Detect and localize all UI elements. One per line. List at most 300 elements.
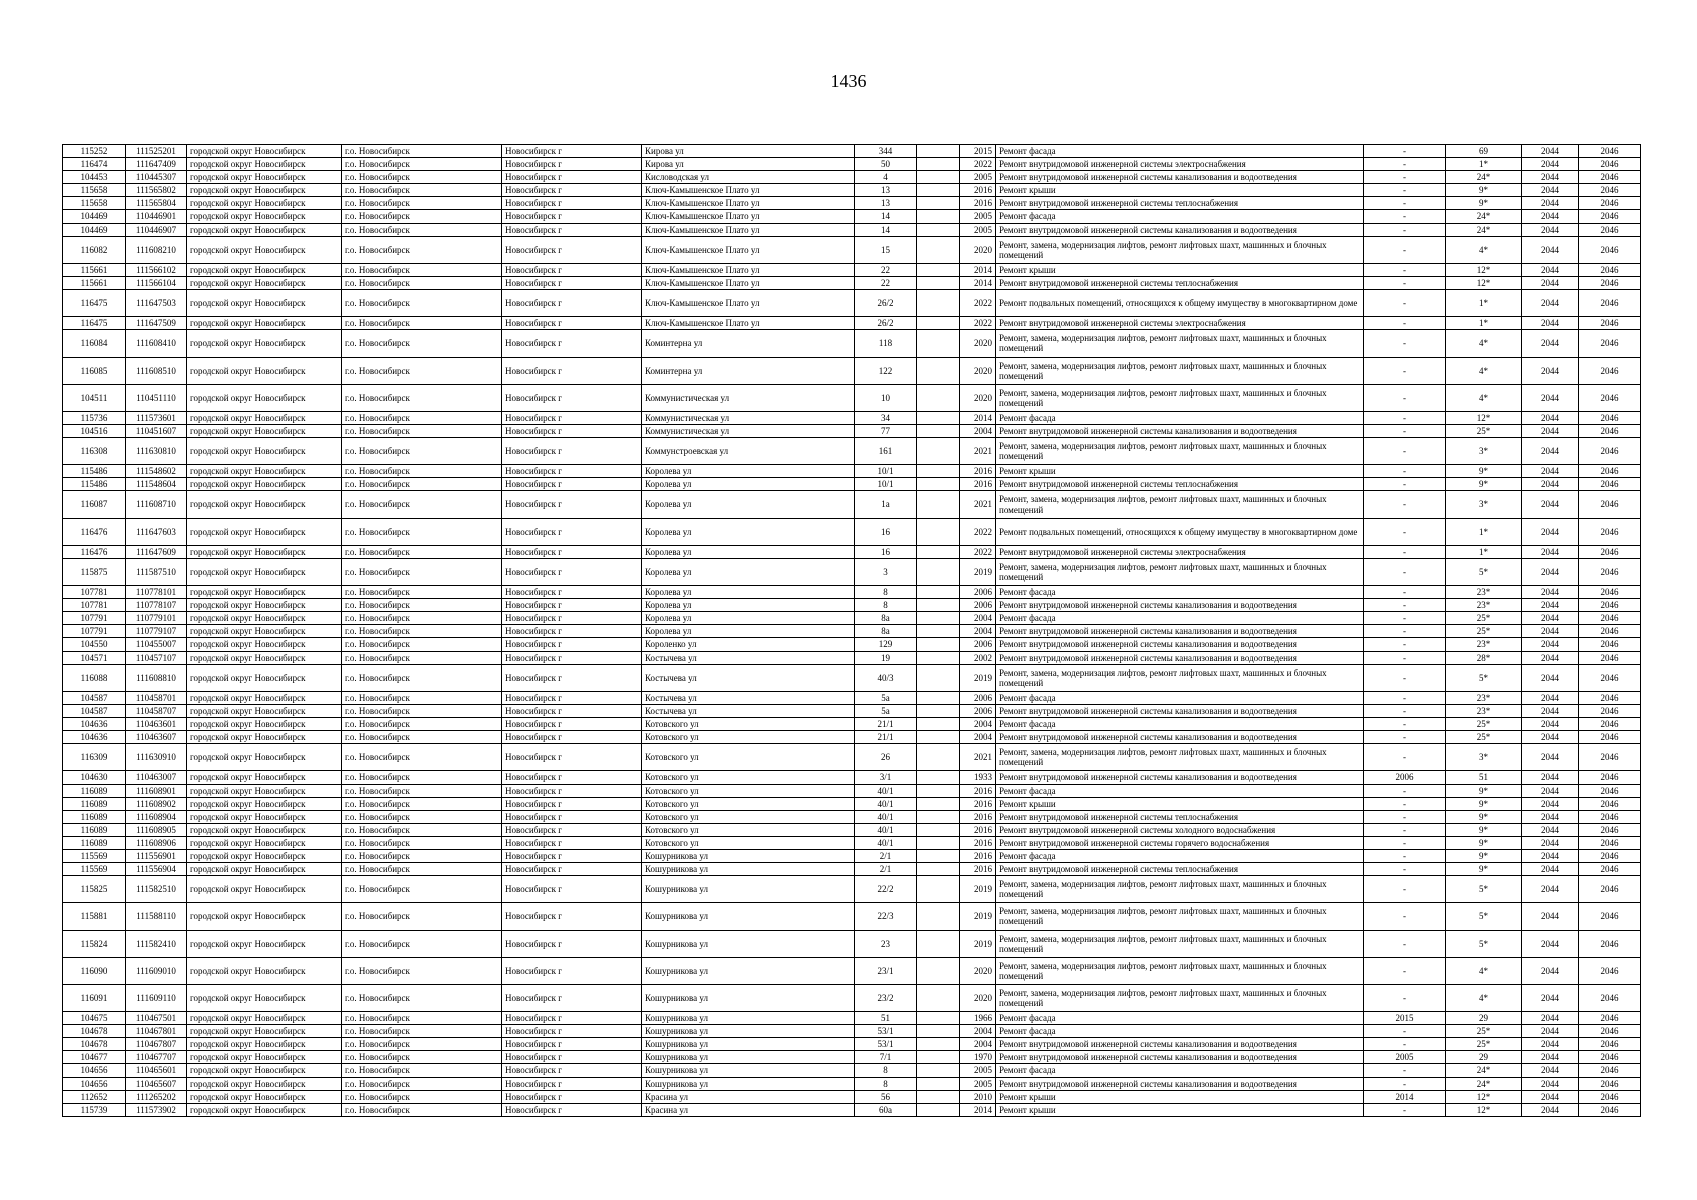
work-type-cell: Ремонт внутридомовой инженерной системы теплоснабжения <box>996 276 1364 289</box>
plan-year-end-cell: 2046 <box>1579 545 1641 558</box>
service-years-cell: 25* <box>1446 612 1522 625</box>
built-year-cell: 2014 <box>960 263 996 276</box>
district-cell: городской округ Новосибирск <box>187 236 342 263</box>
house-number-cell: 16 <box>855 518 917 545</box>
work-code-cell: 111548604 <box>126 478 187 491</box>
work-code-cell: 111265202 <box>126 1090 187 1103</box>
work-type-cell: Ремонт крыши <box>996 1090 1364 1103</box>
street-cell: Ключ-Камышенское Плато ул <box>642 223 855 236</box>
service-years-cell: 5* <box>1446 903 1522 930</box>
plan-year-start-cell: 2044 <box>1522 158 1579 171</box>
service-years-cell: 9* <box>1446 197 1522 210</box>
work-type-cell: Ремонт фасада <box>996 586 1364 599</box>
built-year-cell: 2016 <box>960 823 996 836</box>
plan-year-start-cell: 2044 <box>1522 384 1579 411</box>
street-cell: Королева ул <box>642 625 855 638</box>
building-letter-cell <box>917 1103 960 1116</box>
built-year-cell: 2020 <box>960 957 996 984</box>
work-type-cell: Ремонт фасада <box>996 612 1364 625</box>
last-repair-year-cell: - <box>1364 651 1446 664</box>
house-id-cell: 104587 <box>63 704 126 717</box>
building-letter-cell <box>917 357 960 384</box>
settlement-cell: Новосибирск г <box>502 625 642 638</box>
last-repair-year-cell: - <box>1364 612 1446 625</box>
house-number-cell: 2/1 <box>855 849 917 862</box>
building-letter-cell <box>917 586 960 599</box>
built-year-cell: 2016 <box>960 863 996 876</box>
street-cell: Кошурникова ул <box>642 876 855 903</box>
plan-year-start-cell: 2044 <box>1522 438 1579 465</box>
built-year-cell: 2004 <box>960 1025 996 1038</box>
settlement-cell: Новосибирск г <box>502 465 642 478</box>
plan-year-end-cell: 2046 <box>1579 357 1641 384</box>
district-cell: городской округ Новосибирск <box>187 411 342 424</box>
plan-year-end-cell: 2046 <box>1579 1090 1641 1103</box>
service-years-cell: 9* <box>1446 810 1522 823</box>
plan-year-start-cell: 2044 <box>1522 930 1579 957</box>
settlement-cell: Новосибирск г <box>502 718 642 731</box>
building-letter-cell <box>917 744 960 771</box>
plan-year-start-cell: 2044 <box>1522 197 1579 210</box>
work-code-cell: 111556904 <box>126 863 187 876</box>
house-id-cell: 115736 <box>63 411 126 424</box>
last-repair-year-cell: - <box>1364 558 1446 585</box>
capital-repair-table <box>62 144 1641 1117</box>
plan-year-start-cell: 2044 <box>1522 836 1579 849</box>
service-years-cell: 12* <box>1446 276 1522 289</box>
built-year-cell: 1966 <box>960 1012 996 1025</box>
house-id-cell: 116091 <box>63 984 126 1011</box>
settlement-cell: Новосибирск г <box>502 1025 642 1038</box>
plan-year-start-cell: 2044 <box>1522 1038 1579 1051</box>
built-year-cell: 2022 <box>960 518 996 545</box>
house-number-cell: 21/1 <box>855 731 917 744</box>
plan-year-start-cell: 2044 <box>1522 823 1579 836</box>
table-row <box>63 545 1641 558</box>
last-repair-year-cell: - <box>1364 625 1446 638</box>
house-number-cell: 22/2 <box>855 876 917 903</box>
house-number-cell: 14 <box>855 223 917 236</box>
building-letter-cell <box>917 411 960 424</box>
street-cell: Коминтерна ул <box>642 330 855 357</box>
district-cell: городской округ Новосибирск <box>187 744 342 771</box>
service-years-cell: 9* <box>1446 849 1522 862</box>
work-type-cell: Ремонт, замена, модернизация лифтов, ремонт лифтовых шахт, машинных и блочных помещений <box>996 491 1364 518</box>
house-id-cell: 116476 <box>63 518 126 545</box>
municipality-cell: г.о. Новосибирск <box>342 903 502 930</box>
plan-year-end-cell: 2046 <box>1579 1051 1641 1064</box>
last-repair-year-cell: 2005 <box>1364 1051 1446 1064</box>
house-id-cell: 115569 <box>63 863 126 876</box>
municipality-cell: г.о. Новосибирск <box>342 771 502 784</box>
plan-year-start-cell: 2044 <box>1522 558 1579 585</box>
service-years-cell: 5* <box>1446 558 1522 585</box>
table-row <box>63 1103 1641 1116</box>
plan-year-start-cell: 2044 <box>1522 545 1579 558</box>
plan-year-start-cell: 2044 <box>1522 771 1579 784</box>
work-code-cell: 110446907 <box>126 223 187 236</box>
plan-year-start-cell: 2044 <box>1522 849 1579 862</box>
built-year-cell: 2006 <box>960 704 996 717</box>
street-cell: Ключ-Камышенское Плато ул <box>642 263 855 276</box>
table-row <box>63 357 1641 384</box>
built-year-cell: 2021 <box>960 438 996 465</box>
street-cell: Ключ-Камышенское Плато ул <box>642 290 855 317</box>
district-cell: городской округ Новосибирск <box>187 664 342 691</box>
district-cell: городской округ Новосибирск <box>187 145 342 158</box>
settlement-cell: Новосибирск г <box>502 836 642 849</box>
district-cell: городской округ Новосибирск <box>187 276 342 289</box>
table-row <box>63 784 1641 797</box>
plan-year-end-cell: 2046 <box>1579 317 1641 330</box>
street-cell: Коммунистическая ул <box>642 384 855 411</box>
municipality-cell: г.о. Новосибирск <box>342 1012 502 1025</box>
table-row <box>63 263 1641 276</box>
table-row <box>63 957 1641 984</box>
work-type-cell: Ремонт внутридомовой инженерной системы холодного водоснабжения <box>996 823 1364 836</box>
work-code-cell: 110778107 <box>126 599 187 612</box>
building-letter-cell <box>917 263 960 276</box>
work-type-cell: Ремонт крыши <box>996 1103 1364 1116</box>
last-repair-year-cell: - <box>1364 545 1446 558</box>
plan-year-end-cell: 2046 <box>1579 465 1641 478</box>
plan-year-start-cell: 2044 <box>1522 984 1579 1011</box>
work-type-cell: Ремонт, замена, модернизация лифтов, ремонт лифтовых шахт, машинных и блочных помещений <box>996 744 1364 771</box>
work-code-cell: 111582410 <box>126 930 187 957</box>
plan-year-start-cell: 2044 <box>1522 465 1579 478</box>
work-type-cell: Ремонт подвальных помещений, относящихся к общему имуществу в многоквартирном доме <box>996 518 1364 545</box>
work-code-cell: 110467501 <box>126 1012 187 1025</box>
house-number-cell: 13 <box>855 197 917 210</box>
built-year-cell: 2004 <box>960 718 996 731</box>
settlement-cell: Новосибирск г <box>502 984 642 1011</box>
municipality-cell: г.о. Новосибирск <box>342 849 502 862</box>
municipality-cell: г.о. Новосибирск <box>342 612 502 625</box>
street-cell: Кирова ул <box>642 145 855 158</box>
house-number-cell: 26 <box>855 744 917 771</box>
district-cell: городской округ Новосибирск <box>187 784 342 797</box>
municipality-cell: г.о. Новосибирск <box>342 223 502 236</box>
street-cell: Кошурникова ул <box>642 863 855 876</box>
house-number-cell: 8 <box>855 586 917 599</box>
house-id-cell: 115658 <box>63 197 126 210</box>
work-type-cell: Ремонт фасада <box>996 1012 1364 1025</box>
plan-year-end-cell: 2046 <box>1579 236 1641 263</box>
municipality-cell: г.о. Новосибирск <box>342 465 502 478</box>
work-type-cell: Ремонт фасада <box>996 691 1364 704</box>
municipality-cell: г.о. Новосибирск <box>342 718 502 731</box>
house-id-cell: 104469 <box>63 223 126 236</box>
plan-year-start-cell: 2044 <box>1522 718 1579 731</box>
service-years-cell: 24* <box>1446 171 1522 184</box>
house-number-cell: 10 <box>855 384 917 411</box>
service-years-cell: 23* <box>1446 691 1522 704</box>
building-letter-cell <box>917 930 960 957</box>
house-id-cell: 115825 <box>63 876 126 903</box>
built-year-cell: 2010 <box>960 1090 996 1103</box>
municipality-cell: г.о. Новосибирск <box>342 863 502 876</box>
house-number-cell: 19 <box>855 651 917 664</box>
street-cell: Коммунистическая ул <box>642 424 855 437</box>
work-code-cell: 111582510 <box>126 876 187 903</box>
last-repair-year-cell: - <box>1364 586 1446 599</box>
work-type-cell: Ремонт фасада <box>996 145 1364 158</box>
municipality-cell: г.о. Новосибирск <box>342 558 502 585</box>
built-year-cell: 2019 <box>960 558 996 585</box>
house-number-cell: 16 <box>855 545 917 558</box>
house-number-cell: 22/3 <box>855 903 917 930</box>
plan-year-end-cell: 2046 <box>1579 744 1641 771</box>
street-cell: Кисловодская ул <box>642 171 855 184</box>
settlement-cell: Новосибирск г <box>502 704 642 717</box>
building-letter-cell <box>917 465 960 478</box>
last-repair-year-cell: - <box>1364 290 1446 317</box>
plan-year-start-cell: 2044 <box>1522 784 1579 797</box>
municipality-cell: г.о. Новосибирск <box>342 317 502 330</box>
work-code-cell: 111608710 <box>126 491 187 518</box>
work-type-cell: Ремонт внутридомовой инженерной системы электроснабжения <box>996 545 1364 558</box>
work-code-cell: 111647509 <box>126 317 187 330</box>
settlement-cell: Новосибирск г <box>502 330 642 357</box>
plan-year-end-cell: 2046 <box>1579 797 1641 810</box>
work-type-cell: Ремонт фасада <box>996 1025 1364 1038</box>
table-row <box>63 158 1641 171</box>
street-cell: Костычева ул <box>642 704 855 717</box>
table-row <box>63 664 1641 691</box>
municipality-cell: г.о. Новосибирск <box>342 691 502 704</box>
service-years-cell: 5* <box>1446 930 1522 957</box>
table-row <box>63 797 1641 810</box>
table-row <box>63 491 1641 518</box>
building-letter-cell <box>917 290 960 317</box>
plan-year-end-cell: 2046 <box>1579 771 1641 784</box>
work-code-cell: 111587510 <box>126 558 187 585</box>
plan-year-start-cell: 2044 <box>1522 651 1579 664</box>
house-number-cell: 10/1 <box>855 465 917 478</box>
district-cell: городской округ Новосибирск <box>187 599 342 612</box>
municipality-cell: г.о. Новосибирск <box>342 744 502 771</box>
house-number-cell: 4 <box>855 171 917 184</box>
work-type-cell: Ремонт внутридомовой инженерной системы канализования и водоотведения <box>996 771 1364 784</box>
built-year-cell: 1933 <box>960 771 996 784</box>
plan-year-start-cell: 2044 <box>1522 957 1579 984</box>
house-number-cell: 13 <box>855 184 917 197</box>
work-code-cell: 110467707 <box>126 1051 187 1064</box>
last-repair-year-cell: - <box>1364 876 1446 903</box>
house-number-cell: 26/2 <box>855 290 917 317</box>
house-id-cell: 104630 <box>63 771 126 784</box>
municipality-cell: г.о. Новосибирск <box>342 731 502 744</box>
work-code-cell: 111566102 <box>126 263 187 276</box>
last-repair-year-cell: - <box>1364 836 1446 849</box>
plan-year-end-cell: 2046 <box>1579 1103 1641 1116</box>
service-years-cell: 5* <box>1446 664 1522 691</box>
district-cell: городской округ Новосибирск <box>187 263 342 276</box>
plan-year-start-cell: 2044 <box>1522 638 1579 651</box>
street-cell: Ключ-Камышенское Плато ул <box>642 197 855 210</box>
work-type-cell: Ремонт внутридомовой инженерной системы электроснабжения <box>996 317 1364 330</box>
municipality-cell: г.о. Новосибирск <box>342 651 502 664</box>
house-number-cell: 40/1 <box>855 797 917 810</box>
table-row <box>63 586 1641 599</box>
district-cell: городской округ Новосибирск <box>187 612 342 625</box>
last-repair-year-cell: - <box>1364 478 1446 491</box>
plan-year-end-cell: 2046 <box>1579 478 1641 491</box>
plan-year-end-cell: 2046 <box>1579 903 1641 930</box>
service-years-cell: 4* <box>1446 957 1522 984</box>
work-type-cell: Ремонт крыши <box>996 797 1364 810</box>
last-repair-year-cell: - <box>1364 704 1446 717</box>
street-cell: Костычева ул <box>642 651 855 664</box>
last-repair-year-cell: - <box>1364 957 1446 984</box>
table-row <box>63 599 1641 612</box>
municipality-cell: г.о. Новосибирск <box>342 184 502 197</box>
building-letter-cell <box>917 731 960 744</box>
house-number-cell: 22 <box>855 276 917 289</box>
table-body <box>63 145 1641 1117</box>
last-repair-year-cell: - <box>1364 1064 1446 1077</box>
work-code-cell: 111608210 <box>126 236 187 263</box>
building-letter-cell <box>917 704 960 717</box>
settlement-cell: Новосибирск г <box>502 849 642 862</box>
last-repair-year-cell: - <box>1364 357 1446 384</box>
house-id-cell: 104511 <box>63 384 126 411</box>
settlement-cell: Новосибирск г <box>502 797 642 810</box>
house-id-cell: 115661 <box>63 263 126 276</box>
district-cell: городской округ Новосибирск <box>187 478 342 491</box>
street-cell: Кошурникова ул <box>642 1025 855 1038</box>
street-cell: Котовского ул <box>642 810 855 823</box>
work-type-cell: Ремонт, замена, модернизация лифтов, ремонт лифтовых шахт, машинных и блочных помещений <box>996 357 1364 384</box>
district-cell: городской округ Новосибирск <box>187 836 342 849</box>
house-number-cell: 129 <box>855 638 917 651</box>
work-code-cell: 111573902 <box>126 1103 187 1116</box>
settlement-cell: Новосибирск г <box>502 223 642 236</box>
table-row <box>63 625 1641 638</box>
plan-year-end-cell: 2046 <box>1579 691 1641 704</box>
house-id-cell: 116089 <box>63 836 126 849</box>
service-years-cell: 12* <box>1446 411 1522 424</box>
service-years-cell: 1* <box>1446 317 1522 330</box>
district-cell: городской округ Новосибирск <box>187 491 342 518</box>
plan-year-end-cell: 2046 <box>1579 651 1641 664</box>
work-type-cell: Ремонт внутридомовой инженерной системы канализования и водоотведения <box>996 704 1364 717</box>
work-type-cell: Ремонт внутридомовой инженерной системы канализования и водоотведения <box>996 424 1364 437</box>
district-cell: городской округ Новосибирск <box>187 1051 342 1064</box>
plan-year-start-cell: 2044 <box>1522 1051 1579 1064</box>
street-cell: Кошурникова ул <box>642 957 855 984</box>
table-row <box>63 171 1641 184</box>
service-years-cell: 3* <box>1446 491 1522 518</box>
municipality-cell: г.о. Новосибирск <box>342 263 502 276</box>
built-year-cell: 2016 <box>960 849 996 862</box>
building-letter-cell <box>917 1077 960 1090</box>
house-number-cell: 3 <box>855 558 917 585</box>
building-letter-cell <box>917 197 960 210</box>
building-letter-cell <box>917 1038 960 1051</box>
built-year-cell: 1970 <box>960 1051 996 1064</box>
building-letter-cell <box>917 823 960 836</box>
built-year-cell: 2021 <box>960 491 996 518</box>
plan-year-end-cell: 2046 <box>1579 438 1641 465</box>
building-letter-cell <box>917 984 960 1011</box>
work-code-cell: 111565802 <box>126 184 187 197</box>
table-row <box>63 863 1641 876</box>
district-cell: городской округ Новосибирск <box>187 797 342 810</box>
table-row <box>63 276 1641 289</box>
plan-year-end-cell: 2046 <box>1579 223 1641 236</box>
plan-year-end-cell: 2046 <box>1579 599 1641 612</box>
municipality-cell: г.о. Новосибирск <box>342 1038 502 1051</box>
table-row <box>63 465 1641 478</box>
built-year-cell: 2004 <box>960 731 996 744</box>
built-year-cell: 2004 <box>960 625 996 638</box>
settlement-cell: Новосибирск г <box>502 651 642 664</box>
plan-year-end-cell: 2046 <box>1579 1077 1641 1090</box>
house-id-cell: 116474 <box>63 158 126 171</box>
service-years-cell: 25* <box>1446 731 1522 744</box>
district-cell: городской округ Новосибирск <box>187 731 342 744</box>
work-code-cell: 111647409 <box>126 158 187 171</box>
house-number-cell: 23/1 <box>855 957 917 984</box>
built-year-cell: 2016 <box>960 197 996 210</box>
house-number-cell: 8 <box>855 1077 917 1090</box>
plan-year-end-cell: 2046 <box>1579 957 1641 984</box>
district-cell: городской округ Новосибирск <box>187 823 342 836</box>
district-cell: городской округ Новосибирск <box>187 718 342 731</box>
house-id-cell: 112652 <box>63 1090 126 1103</box>
last-repair-year-cell: 2015 <box>1364 1012 1446 1025</box>
district-cell: городской округ Новосибирск <box>187 876 342 903</box>
district-cell: городской округ Новосибирск <box>187 957 342 984</box>
work-code-cell: 110458701 <box>126 691 187 704</box>
district-cell: городской округ Новосибирск <box>187 184 342 197</box>
settlement-cell: Новосибирск г <box>502 1051 642 1064</box>
last-repair-year-cell: - <box>1364 863 1446 876</box>
house-number-cell: 34 <box>855 411 917 424</box>
work-code-cell: 110779101 <box>126 612 187 625</box>
last-repair-year-cell: - <box>1364 638 1446 651</box>
last-repair-year-cell: - <box>1364 223 1446 236</box>
work-code-cell: 110463007 <box>126 771 187 784</box>
street-cell: Котовского ул <box>642 823 855 836</box>
work-code-cell: 111647609 <box>126 545 187 558</box>
work-type-cell: Ремонт внутридомовой инженерной системы канализования и водоотведения <box>996 1051 1364 1064</box>
plan-year-end-cell: 2046 <box>1579 625 1641 638</box>
service-years-cell: 9* <box>1446 465 1522 478</box>
house-id-cell: 115881 <box>63 903 126 930</box>
municipality-cell: г.о. Новосибирск <box>342 599 502 612</box>
plan-year-start-cell: 2044 <box>1522 731 1579 744</box>
house-id-cell: 104516 <box>63 424 126 437</box>
house-id-cell: 116089 <box>63 823 126 836</box>
work-code-cell: 111647603 <box>126 518 187 545</box>
municipality-cell: г.о. Новосибирск <box>342 236 502 263</box>
settlement-cell: Новосибирск г <box>502 384 642 411</box>
service-years-cell: 24* <box>1446 210 1522 223</box>
built-year-cell: 2006 <box>960 691 996 704</box>
service-years-cell: 25* <box>1446 1025 1522 1038</box>
table-row <box>63 903 1641 930</box>
street-cell: Кошурникова ул <box>642 984 855 1011</box>
district-cell: городской округ Новосибирск <box>187 625 342 638</box>
house-number-cell: 40/1 <box>855 836 917 849</box>
work-code-cell: 110451607 <box>126 424 187 437</box>
work-type-cell: Ремонт фасада <box>996 210 1364 223</box>
house-number-cell: 15 <box>855 236 917 263</box>
district-cell: городской округ Новосибирск <box>187 638 342 651</box>
built-year-cell: 2016 <box>960 810 996 823</box>
